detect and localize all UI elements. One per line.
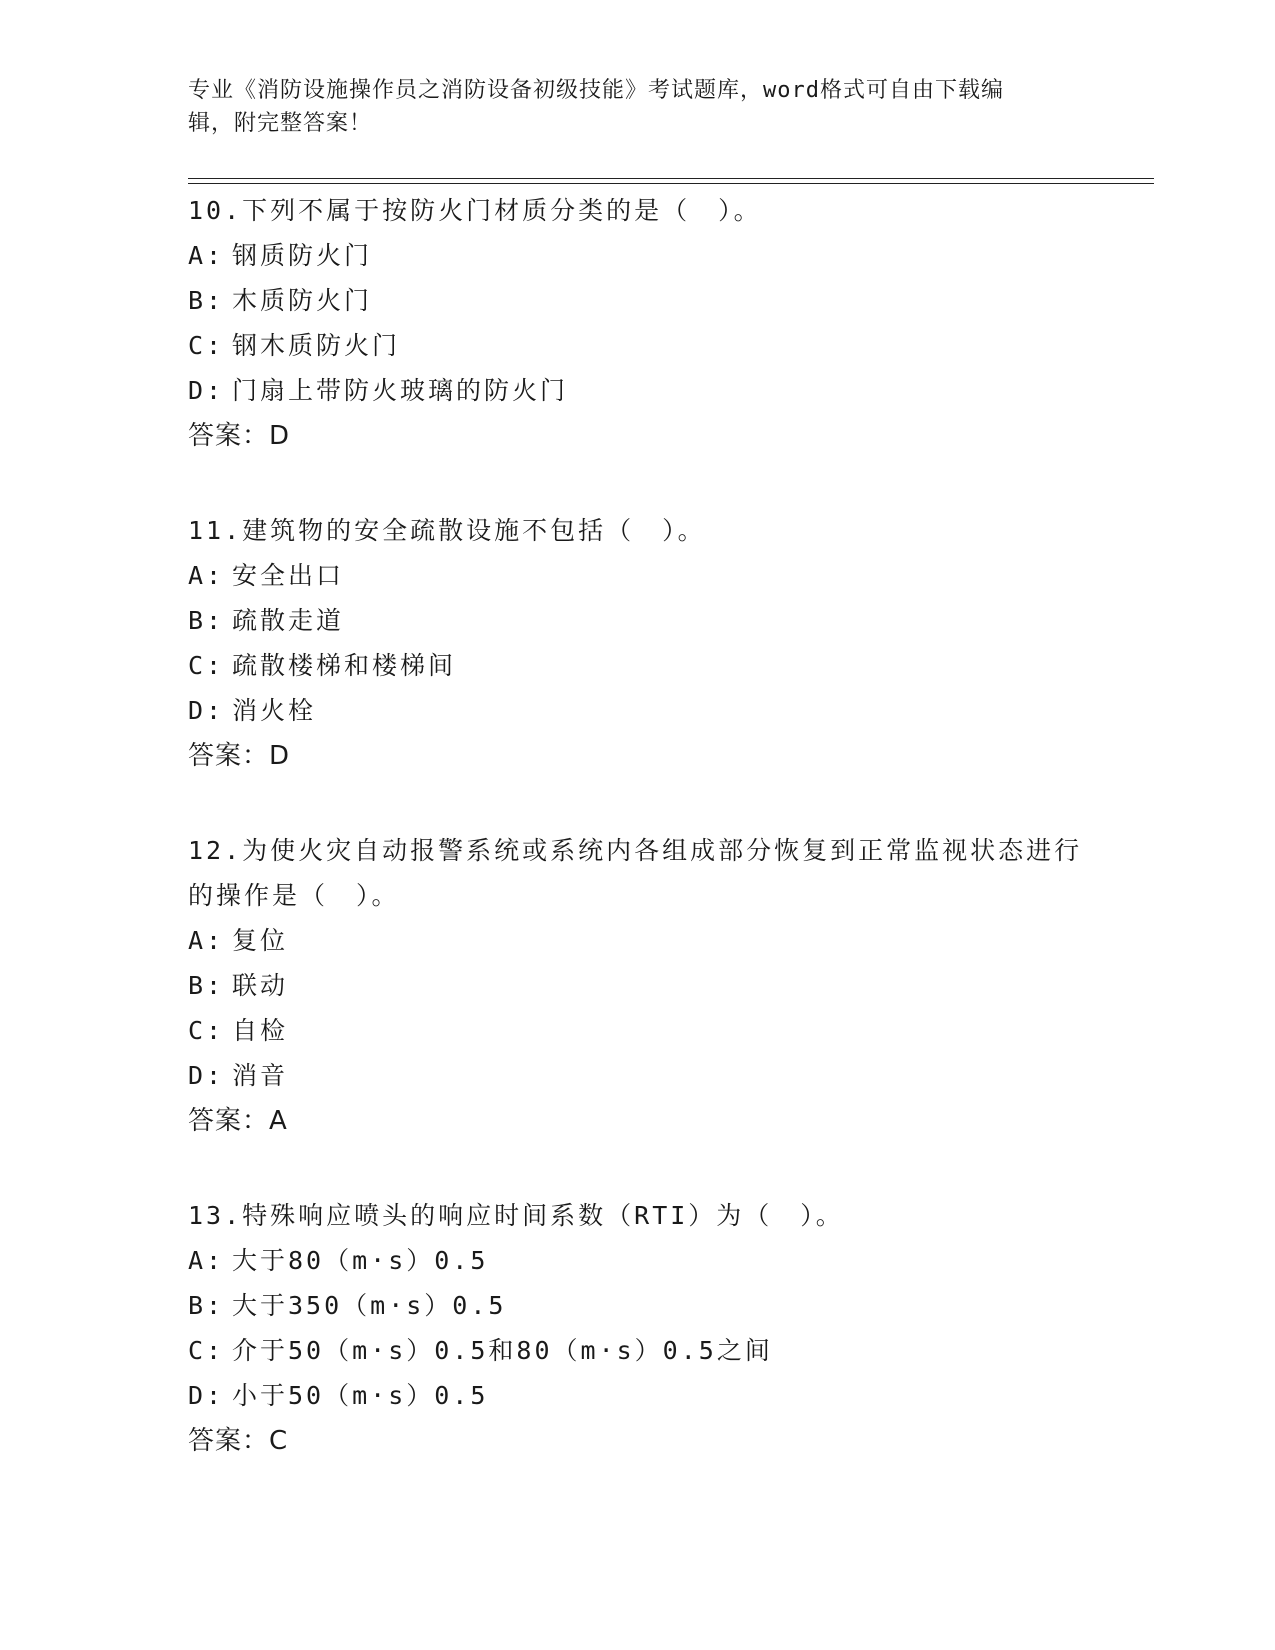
option-letter: A: xyxy=(188,561,225,590)
option-b xyxy=(188,598,1088,643)
option-text: 消火栓 xyxy=(232,696,317,725)
option-text: 复位 xyxy=(232,926,289,955)
question-stem: 12.为使火灾自动报警系统或系统内各组成部分恢复到正常监视状态进行的操作是（ ）。 xyxy=(188,836,1083,910)
option-text: 木质防火门 xyxy=(232,286,373,315)
option-text: 介于50（m·s）0.5和80（m·s）0.5之间 xyxy=(232,1336,773,1365)
option-letter: C: xyxy=(188,331,225,360)
option-letter: C: xyxy=(188,1016,225,1045)
option-letter: D: xyxy=(188,696,225,725)
option-text: 安全出口 xyxy=(232,561,345,590)
answer-line: 答案：D xyxy=(188,741,291,771)
option-letter: A: xyxy=(188,1246,225,1275)
question-11 xyxy=(188,508,1088,779)
option-d xyxy=(188,368,1088,413)
option-letter: A: xyxy=(188,926,225,955)
question-stem: 10.下列不属于按防火门材质分类的是（ ）。 xyxy=(188,196,762,225)
option-text: 钢质防火门 xyxy=(232,241,373,270)
option-letter: D: xyxy=(188,376,225,405)
answer-line: 答案：C xyxy=(188,1426,289,1456)
question-stem: 11.建筑物的安全疏散设施不包括（ ）。 xyxy=(188,516,706,545)
document-header xyxy=(188,74,1068,140)
option-letter: A: xyxy=(188,241,225,270)
option-b xyxy=(188,963,1088,1008)
option-letter: B: xyxy=(188,1291,225,1320)
option-letter: B: xyxy=(188,971,225,1000)
question-12 xyxy=(188,828,1088,1144)
option-letter: C: xyxy=(188,651,225,680)
header-line-1: 专业《消防设施操作员之消防设备初级技能》考试题库，word格式可自由下载编 xyxy=(188,78,1004,103)
option-text: 门扇上带防火玻璃的防火门 xyxy=(232,376,569,405)
header-divider-top xyxy=(188,178,1154,179)
question-13 xyxy=(188,1193,1088,1464)
question-10 xyxy=(188,188,1088,459)
option-a xyxy=(188,918,1088,963)
option-text: 联动 xyxy=(232,971,289,1000)
option-text: 疏散楼梯和楼梯间 xyxy=(232,651,457,680)
option-b xyxy=(188,278,1088,323)
header-divider-bottom xyxy=(188,183,1154,184)
option-a xyxy=(188,1238,1088,1283)
option-c xyxy=(188,1008,1088,1053)
option-letter: B: xyxy=(188,606,225,635)
option-a xyxy=(188,553,1088,598)
option-text: 大于80（m·s）0.5 xyxy=(232,1246,489,1275)
option-text: 小于50（m·s）0.5 xyxy=(232,1381,489,1410)
option-d xyxy=(188,1053,1088,1098)
option-text: 大于350（m·s）0.5 xyxy=(232,1291,507,1320)
option-letter: D: xyxy=(188,1381,225,1410)
header-line-2: 辑，附完整答案！ xyxy=(188,111,373,136)
option-text: 疏散走道 xyxy=(232,606,345,635)
option-letter: D: xyxy=(188,1061,225,1090)
answer-line: 答案：D xyxy=(188,421,291,451)
option-text: 自检 xyxy=(232,1016,289,1045)
option-text: 消音 xyxy=(232,1061,289,1090)
answer-line: 答案：A xyxy=(188,1106,288,1136)
option-a xyxy=(188,233,1088,278)
option-letter: C: xyxy=(188,1336,225,1365)
question-stem: 13.特殊响应喷头的响应时间系数（RTI）为（ ）。 xyxy=(188,1201,844,1230)
option-letter: B: xyxy=(188,286,225,315)
option-c xyxy=(188,323,1088,368)
option-c xyxy=(188,643,1088,688)
option-d xyxy=(188,1373,1088,1418)
option-c xyxy=(188,1328,1088,1373)
option-d xyxy=(188,688,1088,733)
option-text: 钢木质防火门 xyxy=(232,331,401,360)
option-b xyxy=(188,1283,1088,1328)
